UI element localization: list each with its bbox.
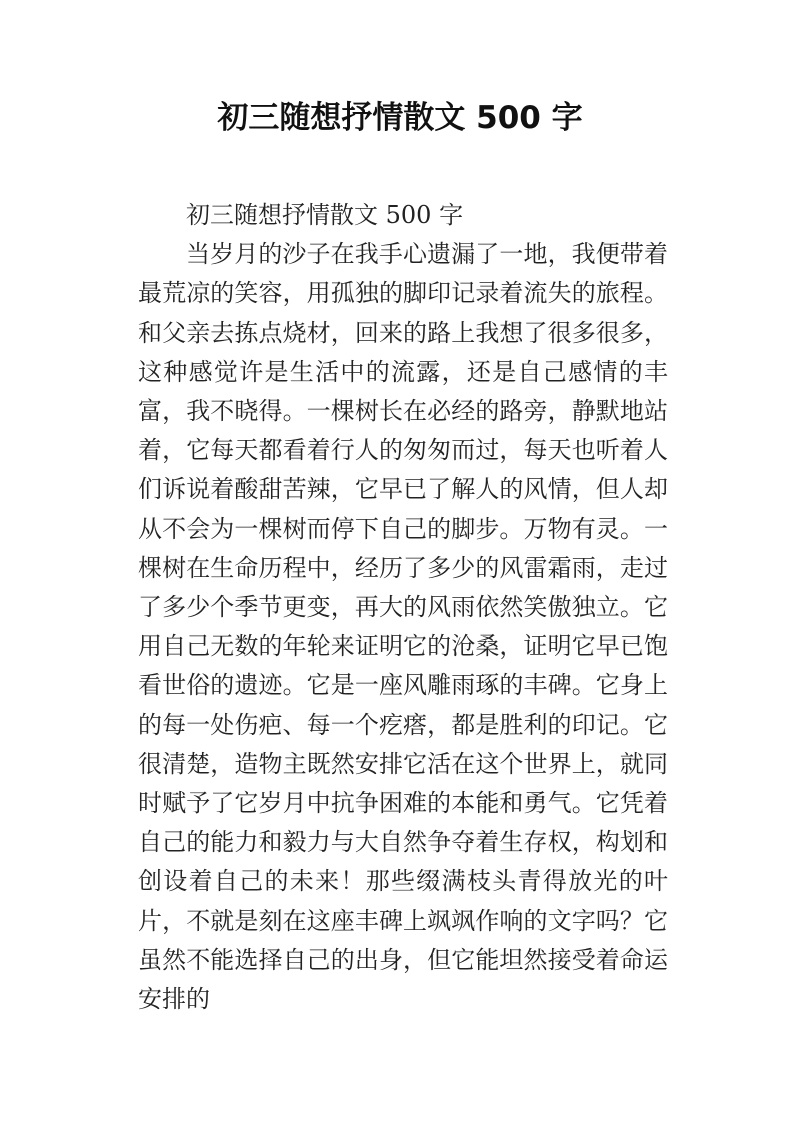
document-body	[138, 196, 668, 1019]
subtitle-paragraph: 初三随想抒情散文 500 字	[186, 201, 464, 229]
document-title: 初三随想抒情散文 500 字	[217, 100, 583, 136]
body-paragraph: 当岁月的沙子在我手心遗漏了一地，我便带着最荒凉的笑容，用孤独的脚印记录着流失的旅程。和父亲去拣点烧材，回来的路上我想了很多很多，这种感觉许是生活中的流露，还是自己感情的丰富，我不晓得。一棵树长在必经的路旁，静默地站着，它每天都看着行人的匆匆而过，每天也听着人们诉说着酸甜苦辣，它早已了解人的风情，但人却从不会为一棵树而停下自己的脚步。万物有灵。一棵树在生命历程中，经历了多少的风雷霜雨，走过了多少个季节更变，再大的风雨依然笑傲独立。它用自己无数的年轮来证明它的沧桑，证明它早已饱看世俗的遗迹。它是一座风雕雨琢的丰碑。它身上的每一处伤疤、每一个疙瘩，都是胜利的印记。它很清楚，造物主既然安排它活在这个世界上，就同时赋予了它岁月中抗争困难的本能和勇气。它凭着自己的能力和毅力与大自然争夺着生存权，构划和创设着自己的未来！那些缀满枝头青得放光的叶片，不就是刻在这座丰碑上飒飒作响的文字吗？它虽然不能选择自己的出身，但它能坦然接受着命运安排的	[138, 240, 668, 1014]
